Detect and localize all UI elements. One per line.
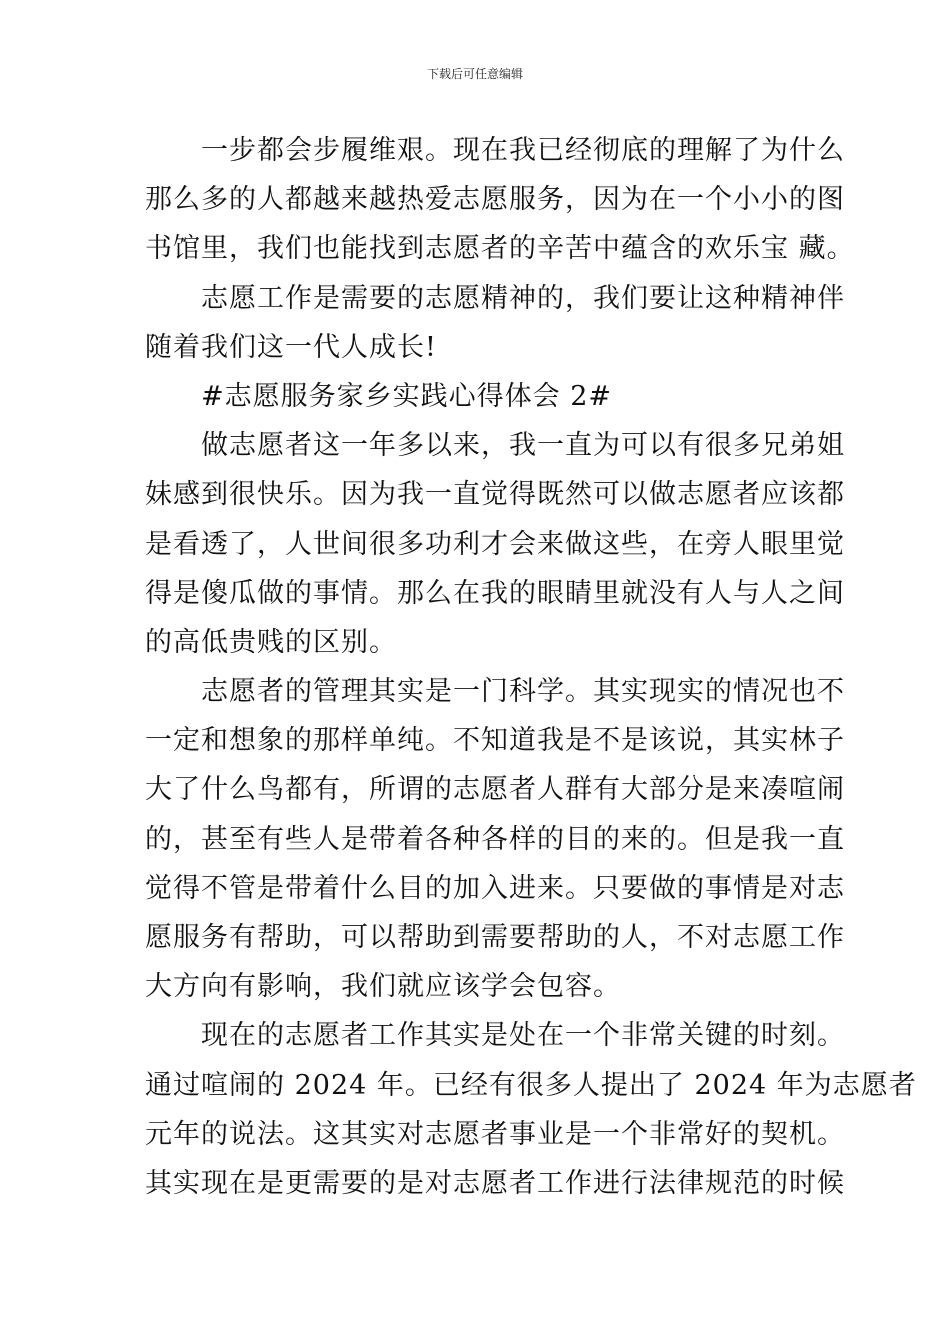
text-line: 是看透了，人世间很多功利才会来做这些，在旁人眼里觉 <box>145 528 845 560</box>
text-line: 大方向有影响，我们就应该学会包容。 <box>145 971 621 1003</box>
text-line: 大了什么鸟都有，所谓的志愿者人群有大部分是来凑喧闹 <box>145 774 845 806</box>
text-line: 元年的说法。这其实对志愿者事业是一个非常好的契机。 <box>145 1118 845 1150</box>
text-line: 志愿者的管理其实是一门科学。其实现实的情况也不 <box>145 676 845 708</box>
text-line: 其实现在是更需要的是对志愿者工作进行法律规范的时候 <box>145 1167 845 1199</box>
text-line: 那么多的人都越来越热爱志愿服务，因为在一个小小的图 <box>145 184 845 216</box>
text-line: 现在的志愿者工作其实是处在一个非常关键的时刻。 <box>145 1020 845 1052</box>
text-line: 愿服务有帮助，可以帮助到需要帮助的人，不对志愿工作 <box>145 922 845 953</box>
document-body <box>145 126 917 1208</box>
text-line: 随着我们这一代人成长! <box>145 331 437 363</box>
text-line: 一步都会步履维艰。现在我已经彻底的理解了为什么 <box>145 135 845 166</box>
text-line: 书馆里，我们也能找到志愿者的辛苦中蕴含的欢乐宝 藏。 <box>145 233 855 265</box>
text-line: 妹感到很快乐。因为我一直觉得既然可以做志愿者应该都 <box>145 479 845 511</box>
text-line: 得是傻瓜做的事情。那么在我的眼睛里就没有人与人之间 <box>145 577 845 609</box>
text-line: 觉得不管是带着什么目的加入进来。只要做的事情是对志 <box>145 872 845 904</box>
page-header: 下载后可任意编辑 <box>426 67 523 81</box>
text-line: 通过喧闹的 2024 年。已经有很多人提出了 2024 年为志愿者 <box>145 1069 917 1101</box>
text-line: 做志愿者这一年多以来，我一直为可以有很多兄弟姐 <box>145 430 845 462</box>
section-heading: #志愿服务家乡实践心得体会 2# <box>145 380 613 412</box>
text-line: 的高低贵贱的区别。 <box>145 626 397 658</box>
text-line: 志愿工作是需要的志愿精神的，我们要让这种精神伴 <box>145 282 845 314</box>
text-line: 的，甚至有些人是带着各种各样的目的来的。但是我一直 <box>145 823 845 855</box>
text-line: 一定和想象的那样单纯。不知道我是不是该说，其实林子 <box>145 725 845 757</box>
